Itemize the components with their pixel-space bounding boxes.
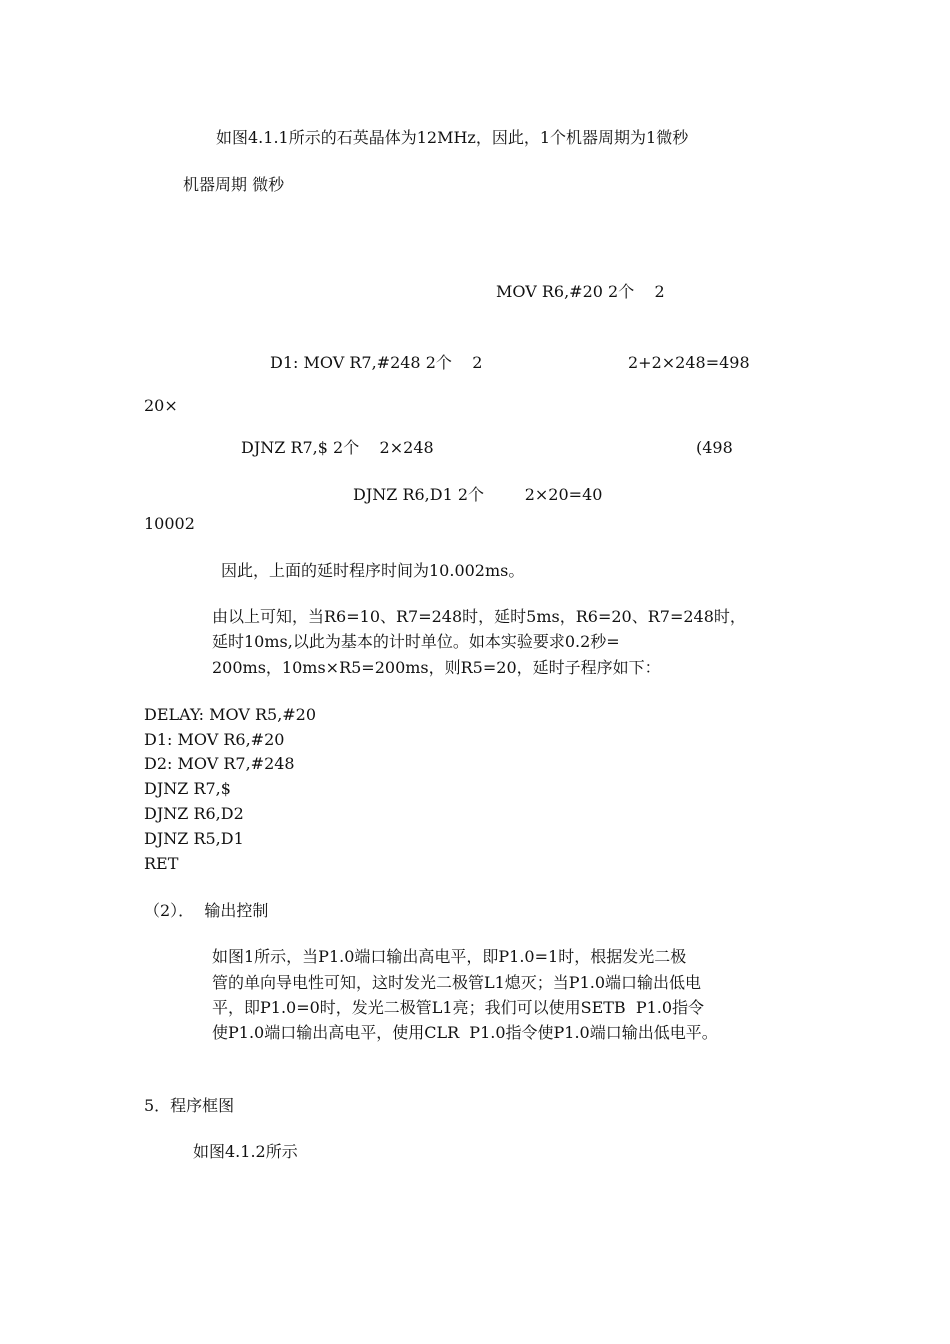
section-2-line-4: 使P1.0端口输出高电平，使用CLR P1.0指令使P1.0端口输出低电平。 <box>212 1023 718 1042</box>
section-5-heading: 5．程序框图 <box>144 1096 235 1115</box>
section-2-line-3: 平，即P1.0=0时，发光二极管L1亮；我们可以使用SETB P1.0指令 <box>212 998 705 1017</box>
section-2-line-2: 管的单向导电性可知，这时发光二极管L1熄灭；当P1.0端口输出低电 <box>212 973 702 992</box>
section-2-line-1: 如图1所示，当P1.0端口输出高电平，即P1.0=1时，根据发光二极 <box>212 947 687 966</box>
explain-line-1: 由以上可知，当R6=10、R7=248时，延时5ms，R6=20、R7=248时， <box>212 607 746 626</box>
timing-mov-r6: MOV R6,#20 2个 2 <box>496 282 665 301</box>
intro-line-1: 如图4.1.1所示的石英晶体为12MHz，因此，1个机器周期为1微秒 <box>216 128 689 147</box>
section-5-text: 如图4.1.2所示 <box>193 1142 298 1161</box>
code-line: DJNZ R7,$ <box>144 779 231 798</box>
code-line: D2: MOV R7,#248 <box>144 754 295 773</box>
section-2-heading: （2）． 输出控制 <box>144 901 269 920</box>
timing-total: 10002 <box>144 514 195 533</box>
intro-line-2: 机器周期 微秒 <box>183 175 285 194</box>
timing-djnz-r6: DJNZ R6,D1 2个 2×20=40 <box>353 485 603 504</box>
timing-djnz-r7: DJNZ R7,$ 2个 2×248 <box>241 438 434 457</box>
conclusion-text: 因此，上面的延时程序时间为10.002ms。 <box>221 561 525 580</box>
code-line: RET <box>144 854 179 873</box>
timing-paren-498: (498 <box>696 438 733 457</box>
timing-sum-498: 2+2×248=498 <box>628 353 750 372</box>
timing-d1-mov: D1: MOV R7,#248 2个 2 <box>270 353 483 372</box>
code-line: DELAY: MOV R5,#20 <box>144 705 317 724</box>
code-line: DJNZ R5,D1 <box>144 829 244 848</box>
code-line: D1: MOV R6,#20 <box>144 730 285 749</box>
explain-line-3: 200ms，10ms×R5=200ms，则R5=20，延时子程序如下： <box>212 658 661 677</box>
timing-mult-20: 20× <box>144 396 178 415</box>
explain-line-2: 延时10ms,以此为基本的计时单位。如本实验要求0.2秒= <box>212 632 620 651</box>
code-line: DJNZ R6,D2 <box>144 804 244 823</box>
